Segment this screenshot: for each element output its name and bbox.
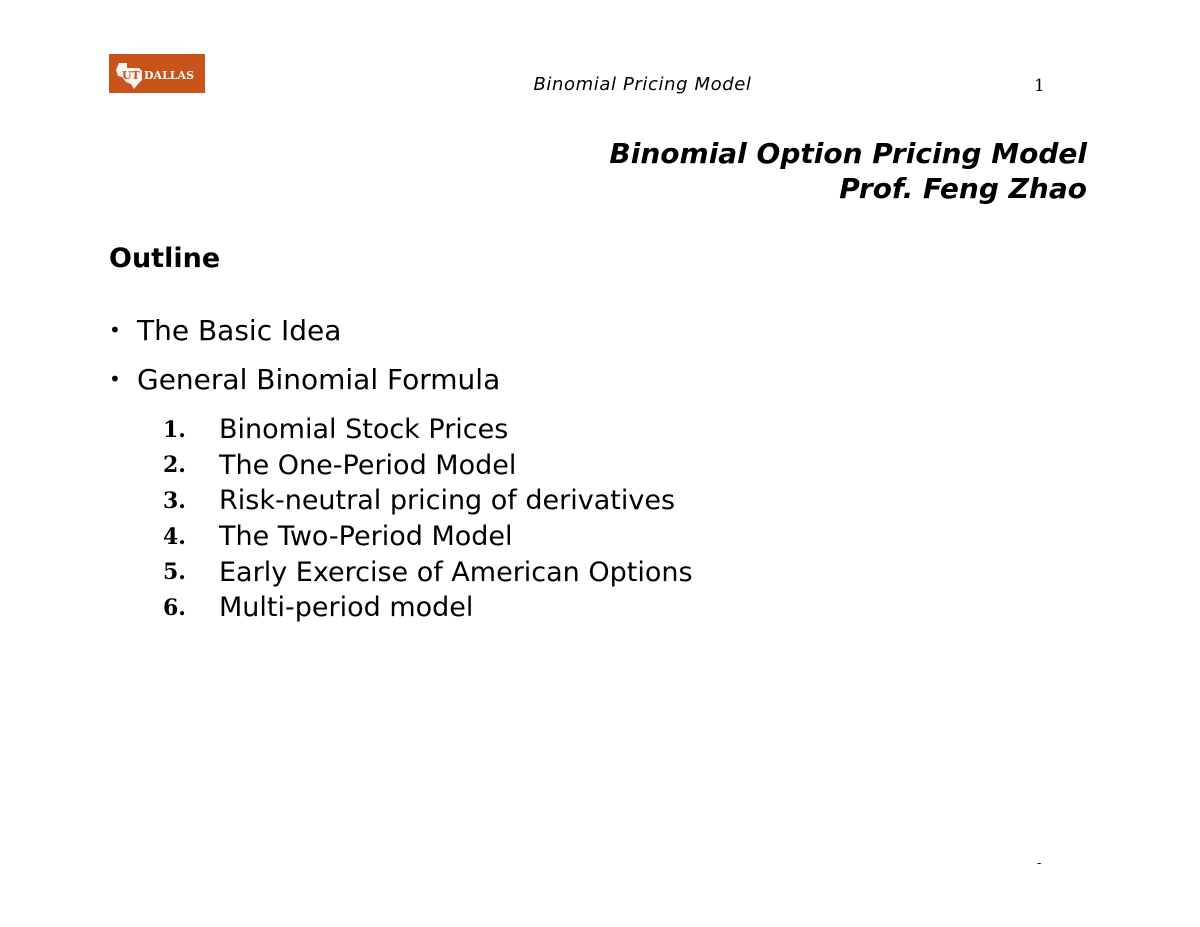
list-item bbox=[163, 448, 693, 484]
title-line-1: Binomial Option Pricing Model bbox=[609, 137, 1087, 170]
bullet-icon: • bbox=[109, 367, 121, 391]
item-number: 2. bbox=[163, 452, 186, 479]
footer-mark: - bbox=[1037, 856, 1042, 870]
item-number: 5. bbox=[163, 559, 186, 586]
item-text: The One-Period Model bbox=[219, 449, 517, 481]
bullet-text: General Binomial Formula bbox=[137, 362, 501, 396]
outline-bullet-list bbox=[109, 312, 500, 410]
running-header-title: Binomial Pricing Model bbox=[533, 74, 752, 95]
item-text: The Two-Period Model bbox=[219, 521, 513, 553]
item-text: Binomial Stock Prices bbox=[219, 414, 509, 446]
page-number: 1 bbox=[1034, 76, 1045, 96]
item-text: Early Exercise of American Options bbox=[219, 556, 693, 588]
item-text: Multi-period model bbox=[219, 592, 474, 624]
bullet-text: The Basic Idea bbox=[137, 313, 342, 347]
item-text: Risk-neutral pricing of derivatives bbox=[219, 485, 676, 517]
item-number: 3. bbox=[163, 487, 186, 514]
list-item bbox=[163, 412, 693, 448]
list-item bbox=[163, 519, 693, 555]
list-item bbox=[163, 590, 693, 626]
document-title bbox=[609, 136, 1087, 206]
outline-numbered-list bbox=[163, 412, 693, 626]
bullet-icon: • bbox=[109, 318, 121, 342]
list-item bbox=[109, 312, 500, 348]
list-item bbox=[109, 361, 500, 397]
item-number: 1. bbox=[163, 416, 186, 443]
svg-text:DALLAS: DALLAS bbox=[144, 69, 195, 82]
item-number: 6. bbox=[163, 594, 186, 621]
outline-heading: Outline bbox=[109, 243, 221, 274]
list-item bbox=[163, 483, 693, 519]
title-line-2: Prof. Feng Zhao bbox=[839, 172, 1087, 205]
item-number: 4. bbox=[163, 523, 186, 550]
svg-text:UT: UT bbox=[122, 69, 140, 82]
list-item bbox=[163, 554, 693, 590]
